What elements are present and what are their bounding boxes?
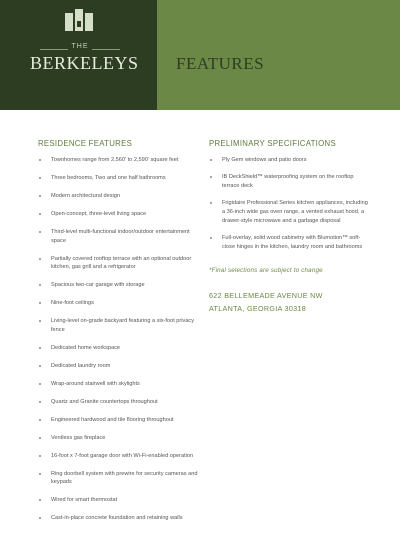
- list-item-text: Ring doorbell system with prewire for security cameras and keypads: [51, 470, 198, 486]
- specifications-list: [209, 156, 369, 251]
- residence-features-column: [38, 139, 198, 532]
- list-item-text: Ply Gem windows and patio doors: [222, 157, 307, 163]
- list-item-text: IB DeckShield™ waterproofing system on the rooftop terrace deck: [222, 174, 354, 189]
- list-item-text: Dedicated home workspace: [51, 344, 121, 351]
- divider: [40, 49, 68, 50]
- list-item-text: Third-level multi-functional indoor/outdoor entertainment space: [51, 228, 190, 244]
- bullet-icon: [39, 231, 41, 233]
- bullet-icon: [39, 455, 41, 457]
- address-city: ATLANTA, GEORGIA 30318: [209, 303, 307, 313]
- bullet-icon: [39, 401, 41, 403]
- list-item-text: Quartz and Granite countertops throughout: [51, 398, 158, 405]
- list-item-text: Living-level on-grade backyard featuring a six-foot privacy fence: [51, 318, 195, 333]
- list-item-text: Wrap-around stairwell with skylights: [51, 380, 140, 387]
- bullet-icon: [39, 302, 41, 304]
- list-item: [38, 452, 198, 461]
- divider: [92, 49, 120, 50]
- specifications-heading: PRELIMINARY SPECIFICATIONS: [209, 139, 336, 148]
- list-item: [38, 496, 198, 505]
- bullet-icon: [39, 437, 41, 439]
- bullet-icon: [39, 473, 41, 475]
- bullet-icon: [39, 365, 41, 367]
- page-title: FEATURES: [176, 54, 265, 73]
- residence-features-heading: RESIDENCE FEATURES: [38, 139, 133, 148]
- list-item: [38, 192, 198, 201]
- list-item-text: Full-overlay, solid wood cabinetry with Blumotion™ soft-close hinges in the kitchen, laundry room and bathrooms: [222, 234, 363, 250]
- bullet-icon: [39, 320, 41, 322]
- list-item: [38, 362, 198, 371]
- bullet-icon: [210, 159, 212, 161]
- list-item: [38, 281, 198, 290]
- list-item: [38, 317, 198, 334]
- list-item-text: Frigidaire Professional Series kitchen appliances, including a 36-inch wide gas oven range, a vented exhaust hood, a drawer-style microwave and a garbage disposal: [222, 200, 368, 224]
- list-item: [38, 156, 198, 165]
- list-item: [38, 255, 198, 272]
- bullet-icon: [39, 177, 41, 179]
- list-item-text: Spacious two-car garage with storage: [51, 282, 145, 289]
- bullet-icon: [39, 195, 41, 197]
- bullet-icon: [210, 202, 212, 204]
- list-item-text: Dedicated laundry room: [51, 362, 111, 369]
- list-item: [209, 234, 369, 251]
- disclaimer-note: *Final selections are subject to change: [209, 267, 323, 275]
- bullet-icon: [39, 419, 41, 421]
- bullet-icon: [39, 517, 41, 519]
- list-item-text: Open-concept, three-level living space: [51, 210, 147, 217]
- list-item: [209, 156, 369, 165]
- list-item-text: Engineered hardwood and tile flooring throughout: [51, 416, 174, 423]
- list-item-text: Three bedrooms, Two and one half bathrooms: [51, 174, 166, 181]
- list-item-text: Townhomes range from 2,560' to 2,590' square feet: [51, 157, 179, 163]
- header: [0, 0, 400, 110]
- brand-prefix: THE: [71, 43, 89, 50]
- bullet-icon: [39, 383, 41, 385]
- list-item: [38, 514, 198, 523]
- list-item: [38, 210, 198, 219]
- list-item-text: Ventless gas fireplace: [51, 434, 106, 441]
- list-item-text: Nine-foot ceilings: [51, 300, 94, 307]
- address-street: 622 BELLEMEADE AVENUE NW: [209, 291, 323, 301]
- list-item-text: Modern architectural design: [51, 192, 121, 199]
- bullet-icon: [39, 284, 41, 286]
- list-item-text: 16-foot x 7-foot garage door with Wi-Fi-enabled operation: [51, 452, 194, 459]
- list-item: [38, 434, 198, 443]
- bullet-icon: [39, 159, 41, 161]
- address: [209, 290, 369, 315]
- list-item: [38, 344, 198, 353]
- bullet-icon: [210, 176, 212, 178]
- list-item: [38, 174, 198, 183]
- list-item-text: Cast-in-place concrete foundation and retaining walls: [51, 515, 183, 522]
- bullet-icon: [210, 237, 212, 239]
- specifications-column: [209, 139, 369, 315]
- list-item: [38, 416, 198, 425]
- bullet-icon: [39, 258, 41, 260]
- list-item: [38, 228, 198, 245]
- list-item: [38, 380, 198, 389]
- residence-features-list: [38, 156, 198, 523]
- bullet-icon: [39, 347, 41, 349]
- list-item: [38, 398, 198, 407]
- brand-name: BERKELEYS: [30, 53, 139, 73]
- list-item: [38, 470, 198, 487]
- list-item: [209, 199, 369, 225]
- list-item-text: Partially covered rooftop terrace with an optional outdoor kitchen, gas grill and a refrigerator: [51, 255, 192, 271]
- brand-panel: [0, 0, 157, 110]
- list-item: [38, 299, 198, 308]
- list-item-text: Wired for smart thermostat: [51, 497, 118, 504]
- building-logo-icon: [65, 9, 93, 31]
- bullet-icon: [39, 213, 41, 215]
- list-item: [209, 173, 369, 190]
- bullet-icon: [39, 499, 41, 501]
